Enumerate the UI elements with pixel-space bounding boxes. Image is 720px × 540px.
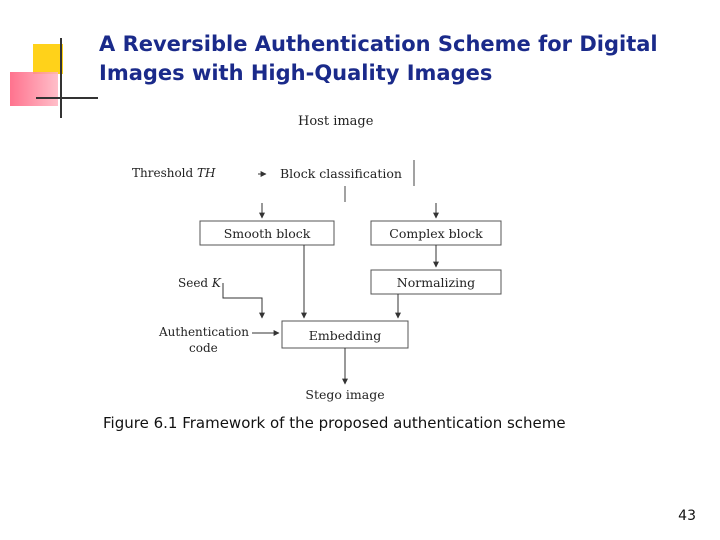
- page-number: 43: [678, 508, 696, 524]
- normalizing-label: Normalizing: [396, 275, 476, 290]
- seed-var: K: [211, 276, 221, 290]
- auth-code-label-line1: Authentication: [159, 325, 249, 339]
- title-line-1: A Reversible Authentication Scheme for Digital: [99, 32, 658, 56]
- auth-code-label-line2: code: [189, 341, 218, 355]
- threshold-label: [132, 166, 216, 180]
- block-classification-label: Block classification: [280, 166, 402, 181]
- figure-caption: Figure 6.1 Framework of the proposed authentication scheme: [103, 414, 566, 432]
- host-image-label: Host image: [298, 114, 374, 129]
- seed-label: [178, 276, 222, 290]
- stego-image-label: Stego image: [305, 387, 385, 402]
- seed-arrow: [223, 283, 262, 318]
- title-line-2: Images with High-Quality Images: [99, 61, 493, 85]
- threshold-prefix: Threshold: [132, 166, 198, 180]
- smooth-block-label: Smooth block: [223, 226, 311, 241]
- complex-block-label: Complex block: [389, 226, 483, 241]
- seed-prefix: Seed: [178, 276, 212, 290]
- threshold-var: TH: [197, 166, 216, 180]
- embedding-label: Embedding: [308, 328, 382, 343]
